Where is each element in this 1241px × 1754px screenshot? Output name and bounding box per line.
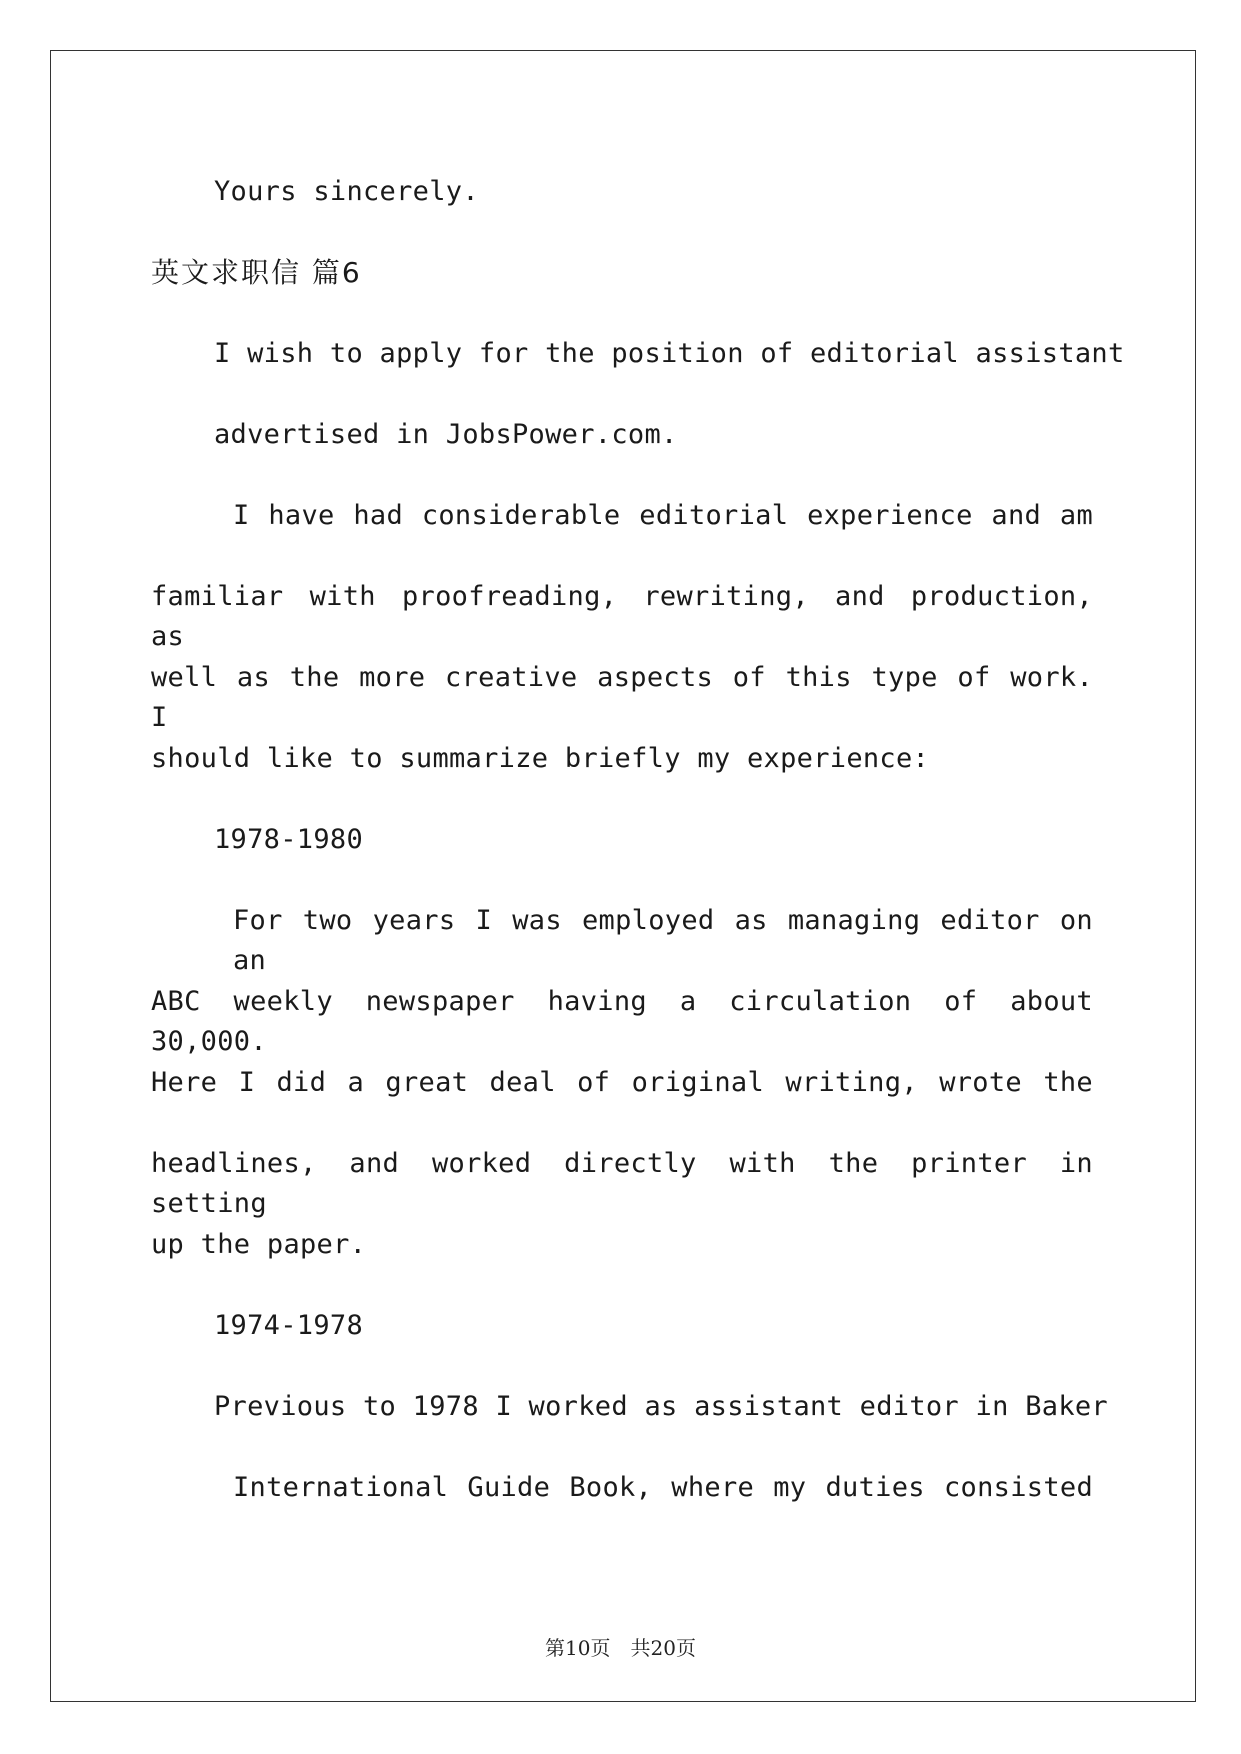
closing-line: Yours sincerely. xyxy=(214,176,479,207)
paragraph-line: ABC weekly newspaper having a circulation of about 30,000. xyxy=(151,986,1093,1057)
paragraph-line: Previous to 1978 I worked as assistant editor in Baker xyxy=(214,1391,1108,1422)
paragraph-line: advertised in JobsPower.com. xyxy=(214,419,678,450)
paragraph-line: International Guide Book, where my duties consisted xyxy=(233,1472,1093,1503)
paragraph-line: headlines, and worked directly with the printer in setting xyxy=(151,1148,1093,1219)
paragraph-line: well as the more creative aspects of this type of work. I xyxy=(151,662,1093,733)
page-border xyxy=(50,50,1196,1702)
section-heading: 英文求职信 篇6 xyxy=(151,256,362,289)
paragraph-line: Here I did a great deal of original writing, wrote the xyxy=(151,1067,1093,1098)
paragraph-line: For two years I was employed as managing editor on an xyxy=(233,905,1093,976)
paragraph-line: should like to summarize briefly my experience: xyxy=(151,743,930,774)
paragraph-line: familiar with proofreading, rewriting, and production, as xyxy=(151,581,1093,652)
date-range: 1974-1978 xyxy=(214,1310,363,1341)
paragraph-line: I wish to apply for the position of editorial assistant xyxy=(214,338,1125,369)
page-number: 第10页 共20页 xyxy=(545,1636,696,1660)
date-range: 1978-1980 xyxy=(214,824,363,855)
paragraph-line: up the paper. xyxy=(151,1229,367,1260)
paragraph-line: I have had considerable editorial experience and am xyxy=(233,500,1093,531)
